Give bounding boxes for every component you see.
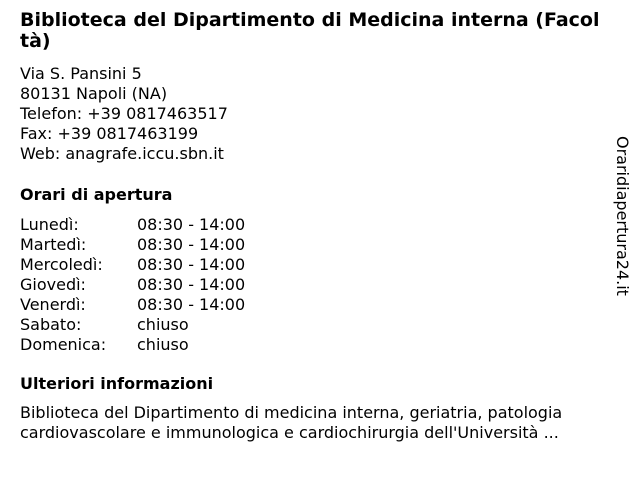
- opening-hours-table: [20, 215, 608, 355]
- hours-time: 08:30 - 14:00: [137, 295, 246, 314]
- address-street: Via S. Pansini 5: [20, 64, 142, 83]
- website-link[interactable]: Web: anagrafe.iccu.sbn.it: [20, 144, 224, 163]
- hours-day: Mercoledì:: [20, 255, 103, 274]
- hours-row-saturday: [20, 315, 608, 335]
- library-title: Biblioteca del Dipartimento di Medicina interna (Facoltà): [20, 9, 600, 52]
- hours-time: 08:30 - 14:00: [137, 235, 246, 254]
- hours-time: chiuso: [137, 315, 189, 334]
- hours-day: Domenica:: [20, 335, 107, 354]
- hours-time: 08:30 - 14:00: [137, 255, 246, 274]
- opening-hours-heading: Orari di apertura: [20, 185, 173, 204]
- hours-day: Venerdì:: [20, 295, 86, 314]
- hours-time: 08:30 - 14:00: [137, 215, 246, 234]
- phone-number: Telefon: +39 0817463517: [20, 104, 228, 123]
- more-info-text: Biblioteca del Dipartimento di medicina interna, geriatria, patologia cardiovascolare e immunologica e cardiochirurgia dell'Università ...: [20, 403, 563, 442]
- hours-day: Sabato:: [20, 315, 82, 334]
- address-city: 80131 Napoli (NA): [20, 84, 168, 103]
- hours-row-monday: [20, 215, 608, 235]
- hours-row-thursday: [20, 275, 608, 295]
- brand-watermark: [612, 136, 634, 308]
- brand-label: Oraridiapertura24.it: [613, 136, 632, 296]
- more-info-heading: Ulteriori informazioni: [20, 374, 214, 393]
- hours-row-sunday: [20, 335, 608, 355]
- fax-number: Fax: +39 0817463199: [20, 124, 199, 143]
- hours-row-friday: [20, 295, 608, 315]
- hours-day: Martedì:: [20, 235, 87, 254]
- contact-block: [20, 64, 608, 164]
- hours-row-wednesday: [20, 255, 608, 275]
- hours-day: Giovedì:: [20, 275, 86, 294]
- hours-time: chiuso: [137, 335, 189, 354]
- hours-time: 08:30 - 14:00: [137, 275, 246, 294]
- hours-day: Lunedì:: [20, 215, 79, 234]
- library-card: [20, 10, 608, 443]
- hours-row-tuesday: [20, 235, 608, 255]
